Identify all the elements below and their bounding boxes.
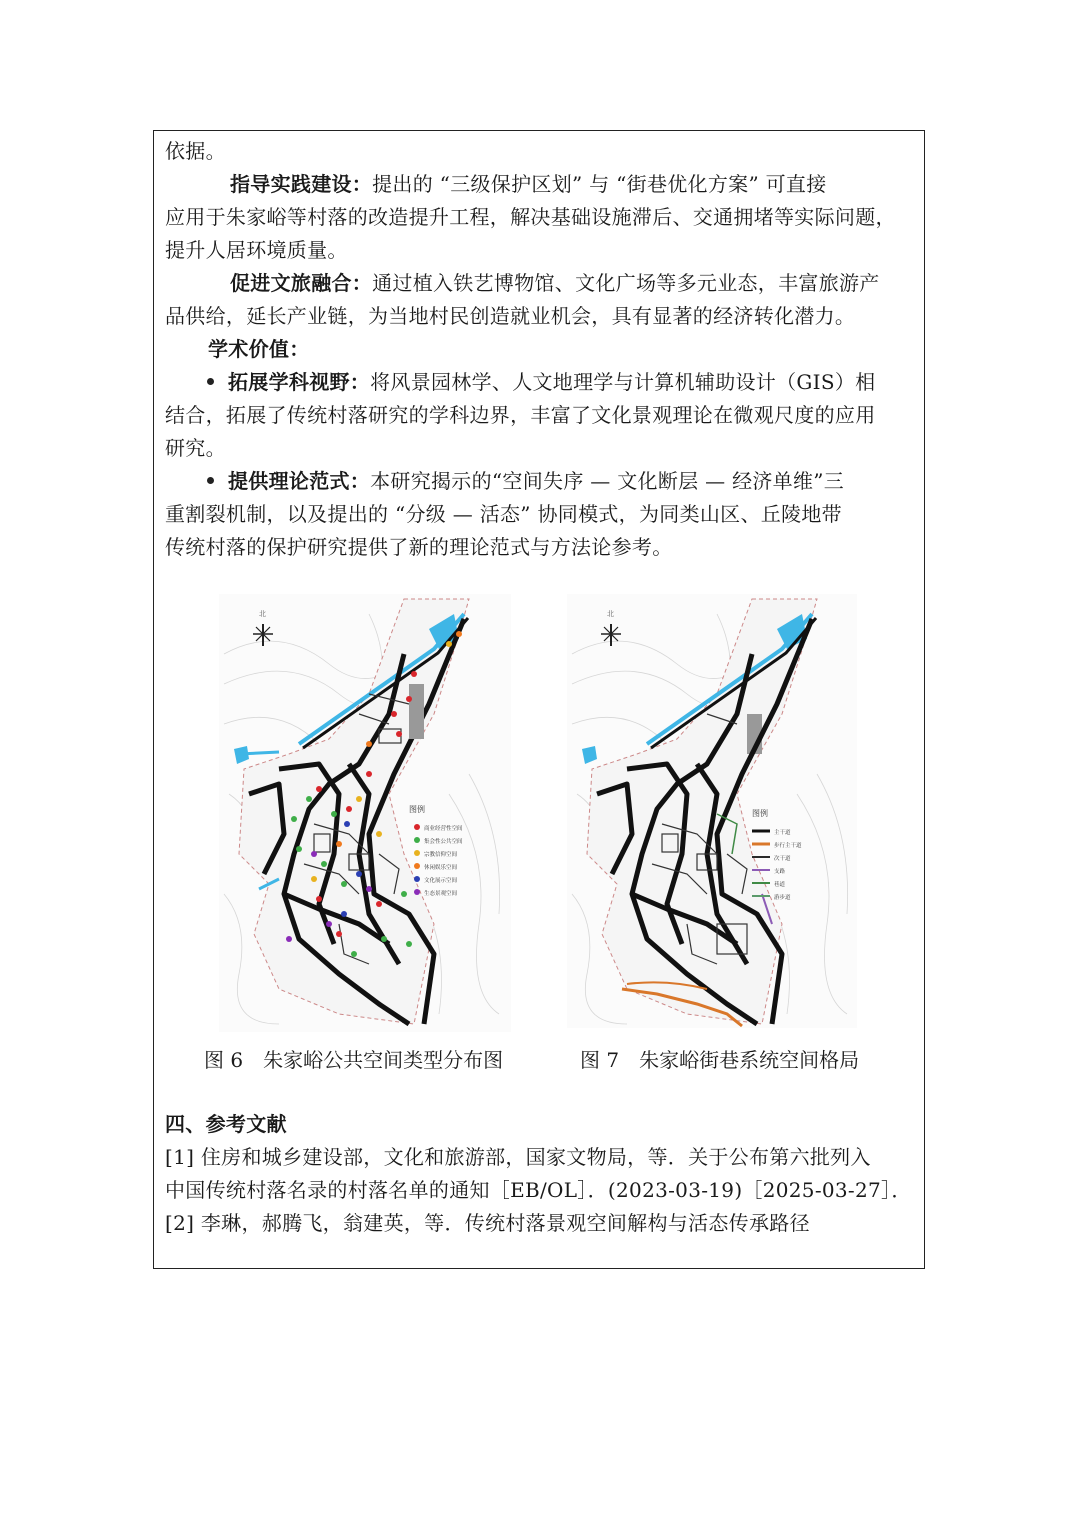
bullet-2-text: 本研究揭示的“空间失序 — 文化断层 — 经济单维”三 xyxy=(370,469,845,493)
legend-label: 支路 xyxy=(774,869,786,875)
legend-swatch xyxy=(414,824,420,830)
tourism-paragraph-line-2: 品供给，延长产业链，为当地村民创造就业机会，具有显著的经济转化潜力。 xyxy=(165,304,856,328)
figure-6-legend-title: 图例 xyxy=(409,805,425,814)
practice-paragraph-line-3: 提升人居环境质量。 xyxy=(165,238,348,262)
references-heading: 四、参考文献 xyxy=(165,1112,287,1136)
legend-label: 次干道 xyxy=(774,856,791,862)
legend-label: 生态景观空间 xyxy=(424,891,458,897)
bullet-2-line-3: 传统村落的保护研究提供了新的理论范式与方法论参考。 xyxy=(165,535,673,559)
bullet-1-line-1 xyxy=(207,366,876,398)
tourism-text: 通过植入铁艺博物馆、文化广场等多元业态，丰富旅游产 xyxy=(372,271,880,295)
north-arrow-icon xyxy=(601,609,621,646)
legend-swatch xyxy=(414,889,420,895)
bullet-2-line-2: 重割裂机制，以及提出的 “分级 — 活态” 协同模式，为同类山区、丘陵地带 xyxy=(165,502,842,526)
figure-7-legend-title: 图例 xyxy=(752,809,768,818)
figure-7-map-svg xyxy=(567,594,857,1028)
legend-swatch xyxy=(414,863,420,869)
north-label: 北 xyxy=(607,610,614,618)
bullet-dot-icon xyxy=(207,477,214,484)
legend-label: 步行主干道 xyxy=(774,843,802,849)
legend-label: 主干道 xyxy=(774,830,791,836)
paragraph-continuation: 依据。 xyxy=(165,139,226,163)
tourism-heading: 促进文旅融合： xyxy=(230,271,373,295)
bullet-1-line-3: 研究。 xyxy=(165,436,226,460)
figure-6-map xyxy=(219,594,511,1032)
practice-paragraph-line-2: 应用于朱家峪等村落的改造提升工程，解决基础设施滞后、交通拥堵等实际问题， xyxy=(165,205,896,229)
practice-text: 提出的 “三级保护区划” 与 “街巷优化方案” 可直接 xyxy=(372,172,827,196)
north-label: 北 xyxy=(259,610,266,618)
legend-swatch xyxy=(414,876,420,882)
legend-label: 商业经营性空间 xyxy=(424,826,463,832)
bullet-2-heading: 提供理论范式： xyxy=(228,469,371,493)
reference-1-line-1: [1] 住房和城乡建设部，文化和旅游部，国家文物局，等．关于公布第六批列入 xyxy=(165,1145,871,1169)
legend-label: 文化展示空间 xyxy=(424,878,458,884)
tourism-paragraph-line-1 xyxy=(230,267,880,299)
practice-paragraph-line-1 xyxy=(230,168,827,200)
practice-heading: 指导实践建设： xyxy=(230,172,373,196)
reference-2-line-1: [2] 李琳，郝腾飞，翁建英，等．传统村落景观空间解构与活态传承路径 xyxy=(165,1211,810,1235)
bullet-1-text: 将风景园林学、人文地理学与计算机辅助设计（GIS）相 xyxy=(370,370,876,394)
bullet-1-heading: 拓展学科视野： xyxy=(228,370,371,394)
figure-7-caption: 图 7 朱家峪街巷系统空间格局 xyxy=(580,1048,860,1072)
figure-6-map-svg xyxy=(219,594,511,1032)
figure-7-map xyxy=(567,594,857,1028)
figure-6-caption: 图 6 朱家峪公共空间类型分布图 xyxy=(204,1048,504,1072)
legend-swatch xyxy=(414,837,420,843)
legend-label: 游步道 xyxy=(774,895,791,901)
bullet-1-line-2: 结合，拓展了传统村落研究的学科边界，丰富了文化景观理论在微观尺度的应用 xyxy=(165,403,876,427)
bullet-2-line-1 xyxy=(207,465,844,497)
figure-6-legend xyxy=(409,804,463,897)
legend-label: 休闲娱乐空间 xyxy=(424,865,458,871)
legend-label: 宗教信仰空间 xyxy=(424,852,458,858)
legend-label: 集会性公共空间 xyxy=(424,839,463,845)
bullet-dot-icon xyxy=(207,378,214,385)
north-arrow-icon xyxy=(253,609,273,646)
legend-label: 巷道 xyxy=(774,882,786,888)
academic-value-heading: 学术价值： xyxy=(208,337,310,361)
reference-1-line-2: 中国传统村落名录的村落名单的通知［EB/OL］．(2023-03-19)［2025-03-27］． xyxy=(165,1178,912,1202)
legend-swatch xyxy=(414,850,420,856)
